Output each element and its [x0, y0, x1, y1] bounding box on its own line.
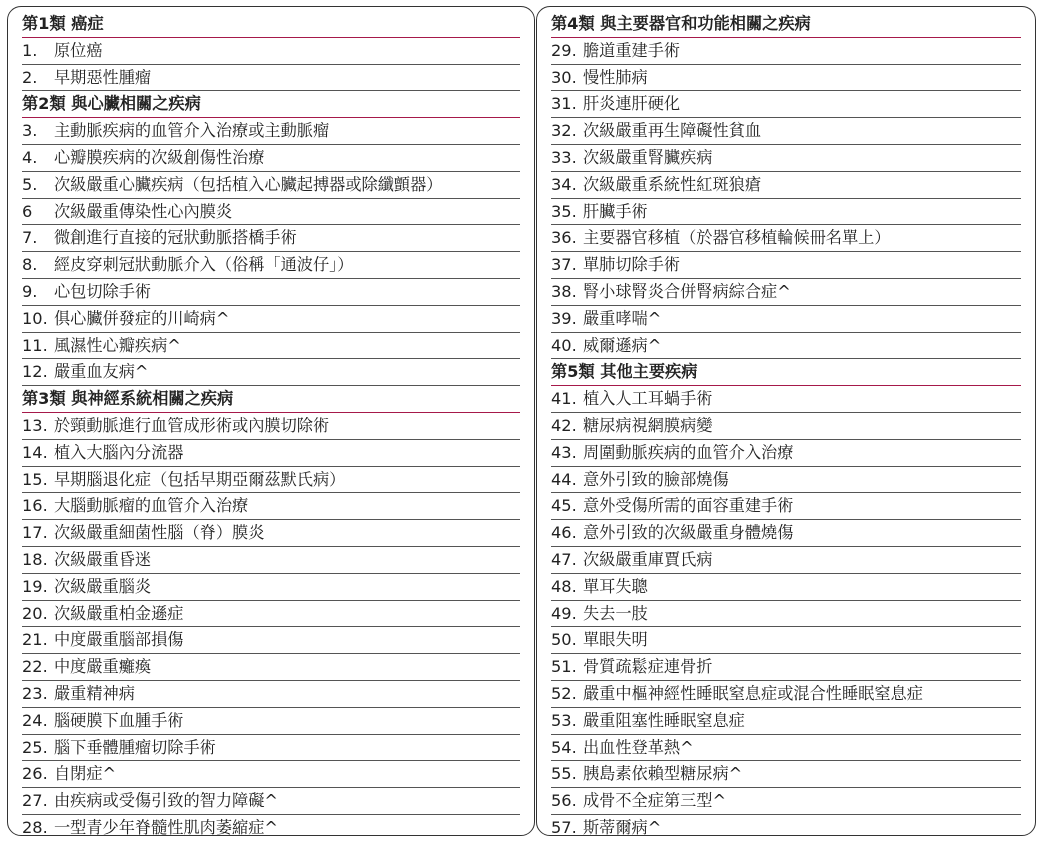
item-text: 斯蒂爾病^	[583, 817, 662, 836]
list-item	[22, 225, 520, 252]
item-text: 意外引致的臉部燒傷	[583, 469, 729, 489]
item-text: 植入大腦內分流器	[54, 442, 184, 462]
item-text: 骨質疏鬆症連骨折	[583, 657, 713, 677]
item-number: 28.	[22, 817, 48, 836]
category-heading: 第3類 與神經系統相關之疾病	[22, 386, 520, 413]
list-item	[22, 172, 520, 199]
item-text: 次級嚴重系統性紅斑狼瘡	[583, 174, 762, 194]
item-number: 32.	[551, 121, 577, 141]
item-number: 4.	[22, 147, 38, 167]
item-text: 意外受傷所需的面容重建手術	[583, 496, 794, 516]
list-item	[551, 199, 1021, 226]
item-text: 心瓣膜疾病的次級創傷性治療	[54, 147, 265, 167]
list-item	[22, 199, 520, 226]
item-number: 34.	[551, 174, 577, 194]
list-item	[22, 38, 520, 65]
item-text: 微創進行直接的冠狀動脈搭橋手術	[54, 228, 297, 248]
item-number: 27.	[22, 791, 48, 811]
list-item	[22, 118, 520, 145]
item-text: 嚴重精神病	[54, 683, 135, 703]
item-number: 17.	[22, 523, 48, 543]
item-text: 次級嚴重腎臟疾病	[583, 147, 713, 167]
item-number: 10.	[22, 308, 48, 328]
item-number: 24.	[22, 710, 48, 730]
item-text: 心包切除手術	[54, 281, 152, 301]
list-item	[551, 627, 1021, 654]
item-number: 39.	[551, 308, 577, 328]
item-number: 26.	[22, 764, 48, 784]
item-number: 38.	[551, 281, 577, 301]
list-item	[22, 306, 520, 333]
list-item	[551, 440, 1021, 467]
list-item	[551, 467, 1021, 494]
item-text: 早期惡性腫瘤	[54, 67, 152, 87]
category-heading: 第4類 與主要器官和功能相關之疾病	[551, 11, 1021, 38]
item-text: 次級嚴重庫賈氏病	[583, 549, 713, 569]
list-item	[22, 654, 520, 681]
item-text: 植入人工耳蝸手術	[583, 389, 713, 409]
list-item	[551, 172, 1021, 199]
item-number: 14.	[22, 442, 48, 462]
item-number: 29.	[551, 40, 577, 60]
list-item	[551, 761, 1021, 788]
item-number: 44.	[551, 469, 577, 489]
list-item	[22, 761, 520, 788]
item-number: 56.	[551, 791, 577, 811]
list-item	[22, 520, 520, 547]
list-item	[22, 252, 520, 279]
item-number: 7.	[22, 228, 38, 248]
item-text: 經皮穿刺冠狀動脈介入（俗稱「通波仔」）	[54, 255, 354, 275]
list-item	[22, 413, 520, 440]
list-item	[551, 65, 1021, 92]
list-item	[551, 333, 1021, 360]
item-text: 次級嚴重傳染性心內膜炎	[54, 201, 233, 221]
item-text: 嚴重阻塞性睡眠窒息症	[583, 710, 745, 730]
list-item	[22, 681, 520, 708]
list-item	[551, 413, 1021, 440]
item-number: 43.	[551, 442, 577, 462]
item-text: 威爾遜病^	[583, 335, 662, 355]
category-heading: 第2類 與心臟相關之疾病	[22, 91, 520, 118]
list-item	[551, 225, 1021, 252]
item-text: 腦下垂體腫瘤切除手術	[54, 737, 216, 757]
item-number: 15.	[22, 469, 48, 489]
item-number: 8.	[22, 255, 38, 275]
item-text: 次級嚴重昏迷	[54, 549, 152, 569]
item-number: 52.	[551, 683, 577, 703]
item-text: 早期腦退化症（包括早期亞爾茲默氏病）	[54, 469, 346, 489]
list-item	[22, 574, 520, 601]
item-text: 自閉症^	[54, 764, 117, 784]
list-item	[551, 145, 1021, 172]
list-item	[551, 654, 1021, 681]
list-item	[22, 815, 520, 836]
item-number: 3.	[22, 121, 38, 141]
item-text: 周圍動脈疾病的血管介入治療	[583, 442, 794, 462]
list-item	[551, 386, 1021, 413]
list-item	[22, 65, 520, 92]
list-item	[22, 708, 520, 735]
item-number: 16.	[22, 496, 48, 516]
item-number: 47.	[551, 549, 577, 569]
left-panel	[7, 6, 535, 836]
item-number: 54.	[551, 737, 577, 757]
item-text: 失去一肢	[583, 603, 648, 623]
list-item	[551, 520, 1021, 547]
item-number: 31.	[551, 94, 577, 114]
item-number: 51.	[551, 657, 577, 677]
list-item	[22, 601, 520, 628]
category-heading: 第5類 其他主要疾病	[551, 359, 1021, 386]
item-text: 主要器官移植（於器官移植輪候冊名單上）	[583, 228, 891, 248]
item-number: 50.	[551, 630, 577, 650]
item-number: 2.	[22, 67, 38, 87]
list-item	[22, 547, 520, 574]
item-number: 6	[22, 201, 33, 221]
item-text: 腎小球腎炎合併腎病綜合症^	[583, 281, 791, 301]
item-text: 風濕性心瓣疾病^	[54, 335, 181, 355]
list-item	[22, 735, 520, 762]
item-number: 11.	[22, 335, 48, 355]
item-number: 22.	[22, 657, 48, 677]
item-number: 30.	[551, 67, 577, 87]
item-number: 18.	[22, 549, 48, 569]
item-number: 21.	[22, 630, 48, 650]
list-item	[551, 38, 1021, 65]
list-item	[551, 788, 1021, 815]
list-item	[551, 547, 1021, 574]
item-text: 次級嚴重腦炎	[54, 576, 152, 596]
list-item	[22, 788, 520, 815]
list-item	[22, 279, 520, 306]
item-number: 45.	[551, 496, 577, 516]
item-number: 42.	[551, 415, 577, 435]
item-number: 36.	[551, 228, 577, 248]
item-number: 19.	[22, 576, 48, 596]
item-text: 肝炎連肝硬化	[583, 94, 681, 114]
list-item	[22, 359, 520, 386]
item-text: 糖尿病視網膜病變	[583, 415, 713, 435]
item-number: 1.	[22, 40, 38, 60]
item-text: 意外引致的次級嚴重身體燒傷	[583, 523, 794, 543]
item-text: 原位癌	[54, 40, 103, 60]
item-text: 一型青少年脊髓性肌肉萎縮症^	[54, 817, 278, 836]
item-number: 23.	[22, 683, 48, 703]
item-number: 53.	[551, 710, 577, 730]
item-text: 單肺切除手術	[583, 255, 681, 275]
item-text: 嚴重血友病^	[54, 362, 149, 382]
item-number: 25.	[22, 737, 48, 757]
item-text: 腦硬膜下血腫手術	[54, 710, 184, 730]
list-item	[551, 279, 1021, 306]
item-number: 35.	[551, 201, 577, 221]
item-text: 肝臟手術	[583, 201, 648, 221]
item-text: 次級嚴重再生障礙性貧血	[583, 121, 762, 141]
list-item	[22, 440, 520, 467]
item-text: 慢性肺病	[583, 67, 648, 87]
item-text: 胰島素依賴型糖尿病^	[583, 764, 743, 784]
item-number: 46.	[551, 523, 577, 543]
item-text: 中度嚴重腦部損傷	[54, 630, 184, 650]
list-item	[551, 574, 1021, 601]
item-text: 次級嚴重柏金遜症	[54, 603, 184, 623]
list-item	[551, 118, 1021, 145]
item-text: 出血性登革熱^	[583, 737, 694, 757]
list-item	[551, 735, 1021, 762]
item-text: 膽道重建手術	[583, 40, 681, 60]
list-item	[22, 493, 520, 520]
list-item	[22, 467, 520, 494]
item-number: 37.	[551, 255, 577, 275]
item-text: 次級嚴重細菌性腦（脊）膜炎	[54, 523, 265, 543]
item-number: 13.	[22, 415, 48, 435]
item-number: 12.	[22, 362, 48, 382]
item-text: 於頸動脈進行血管成形術或內膜切除術	[54, 415, 330, 435]
item-text: 俱心臟併發症的川崎病^	[54, 308, 230, 328]
item-text: 大腦動脈瘤的血管介入治療	[54, 496, 249, 516]
item-number: 33.	[551, 147, 577, 167]
list-item	[551, 601, 1021, 628]
item-number: 55.	[551, 764, 577, 784]
item-number: 5.	[22, 174, 38, 194]
item-number: 49.	[551, 603, 577, 623]
list-item	[551, 815, 1021, 836]
item-text: 單耳失聰	[583, 576, 648, 596]
list-item	[551, 252, 1021, 279]
list-item	[551, 91, 1021, 118]
category-heading: 第1類 癌症	[22, 11, 520, 38]
item-text: 嚴重哮喘^	[583, 308, 662, 328]
item-text: 中度嚴重癱瘓	[54, 657, 152, 677]
item-number: 9.	[22, 281, 38, 301]
list-item	[22, 333, 520, 360]
item-text: 嚴重中樞神經性睡眠窒息症或混合性睡眠窒息症	[583, 683, 923, 703]
item-text: 單眼失明	[583, 630, 648, 650]
list-item	[551, 493, 1021, 520]
item-text: 主動脈疾病的血管介入治療或主動脈瘤	[54, 121, 330, 141]
item-number: 48.	[551, 576, 577, 596]
item-text: 成骨不全症第三型^	[583, 791, 727, 811]
list-item	[22, 627, 520, 654]
item-number: 41.	[551, 389, 577, 409]
list-item	[551, 708, 1021, 735]
item-number: 57.	[551, 817, 577, 836]
item-number: 20.	[22, 603, 48, 623]
list-item	[22, 145, 520, 172]
right-panel	[536, 6, 1036, 836]
item-number: 40.	[551, 335, 577, 355]
item-text: 由疾病或受傷引致的智力障礙^	[54, 791, 278, 811]
item-text: 次級嚴重心臟疾病（包括植入心臟起搏器或除纖顫器）	[54, 174, 443, 194]
list-item	[551, 681, 1021, 708]
list-item	[551, 306, 1021, 333]
